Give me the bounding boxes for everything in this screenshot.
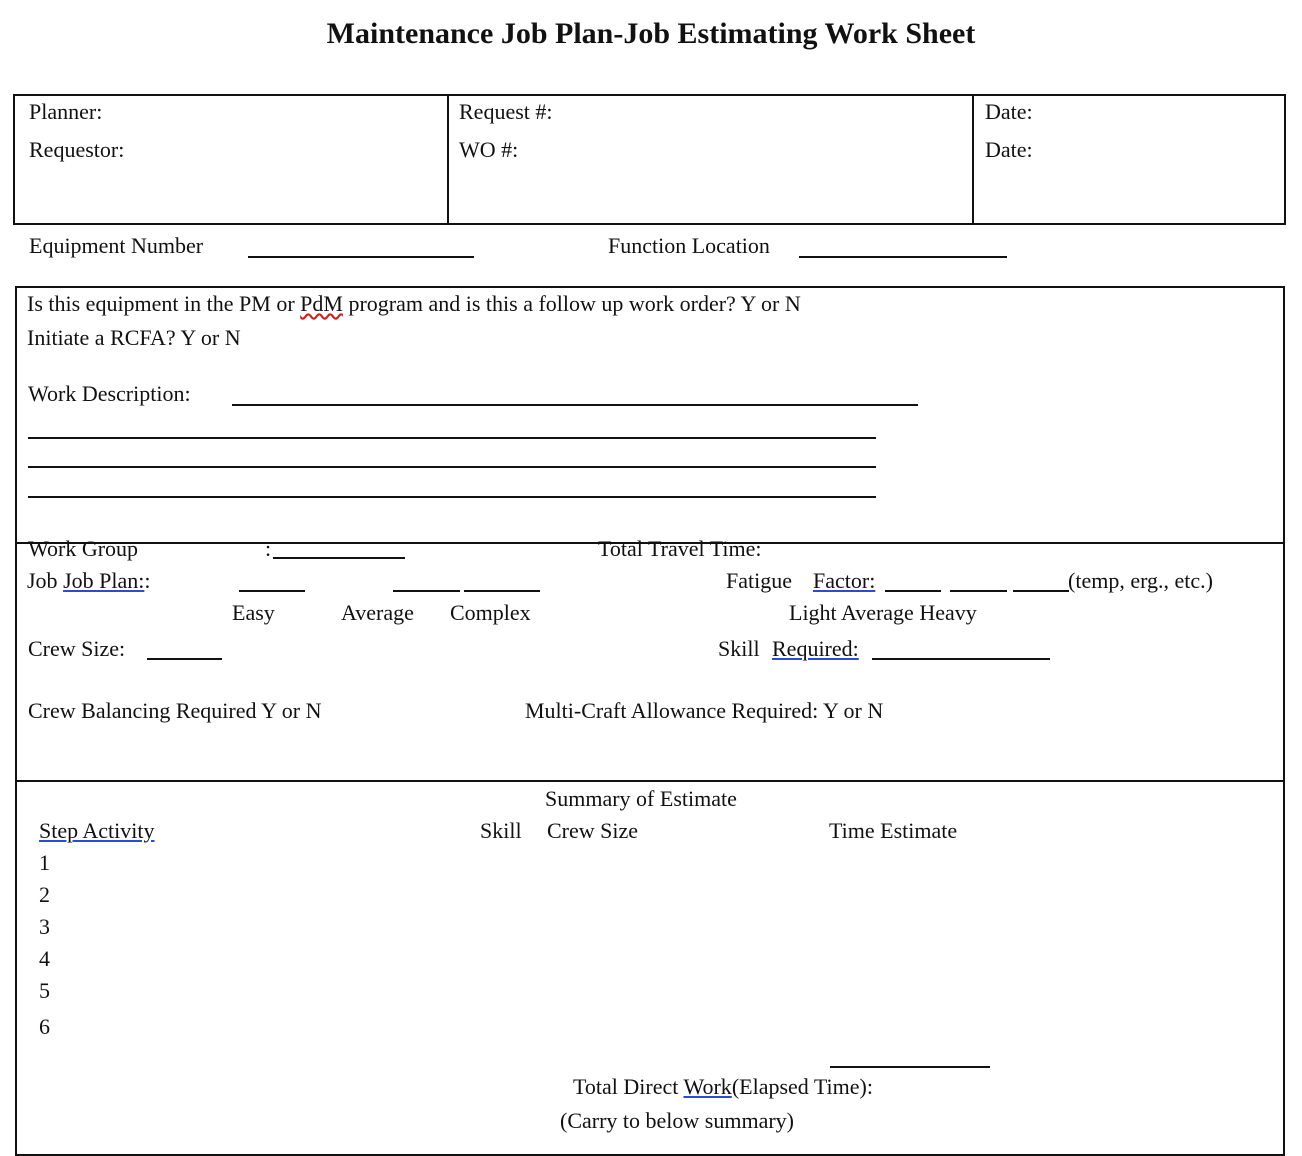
planner-label: Planner: <box>29 99 103 124</box>
pdm-word: PdM <box>300 291 343 316</box>
elapsed-time-text: (Elapsed Time): <box>731 1074 873 1099</box>
work-description-line-4[interactable] <box>28 496 876 498</box>
work-description-line-3[interactable] <box>28 466 876 468</box>
crew-size-label: Crew Size: <box>28 636 126 661</box>
complex-field[interactable] <box>464 590 540 592</box>
easy-field[interactable] <box>239 590 305 592</box>
skill-required-field[interactable] <box>872 658 1050 660</box>
step-number: 3 <box>39 914 50 939</box>
equipment-number-field[interactable] <box>248 256 474 258</box>
fatigue-label: Fatigue <box>726 568 792 593</box>
factor-label: Factor: <box>813 568 876 593</box>
pm-question-part1: Is this equipment in the PM or <box>27 291 301 316</box>
average-label: Average <box>341 600 414 625</box>
fatigue-levels: Light Average Heavy <box>789 600 977 625</box>
work-description-label: Work Description: <box>28 381 191 406</box>
crew-balancing-label: Crew Balancing Required Y or N <box>28 698 322 723</box>
total-direct-text: Total Direct <box>573 1074 684 1099</box>
easy-label: Easy <box>232 600 275 625</box>
fatigue-light-field[interactable] <box>885 590 941 592</box>
work-group-label: Work Group <box>28 536 139 561</box>
job-plan-label <box>27 568 150 594</box>
multi-craft-label: Multi-Craft Allowance Required: Y or N <box>525 698 884 723</box>
total-direct-work-field[interactable] <box>830 1066 990 1068</box>
fatigue-suffix: (temp, erg., etc.) <box>1068 568 1213 593</box>
pm-pdm-question <box>27 291 801 317</box>
requestor-label: Requestor: <box>29 137 125 162</box>
step-number: 4 <box>39 946 50 971</box>
average-field[interactable] <box>393 590 460 592</box>
step-number: 2 <box>39 882 50 907</box>
skill-header: Skill <box>480 818 522 843</box>
header-divider-1 <box>447 94 449 225</box>
function-location-field[interactable] <box>799 256 1007 258</box>
work-group-field[interactable] <box>273 557 405 559</box>
section-divider-2 <box>15 780 1285 782</box>
step-number: 5 <box>39 978 50 1003</box>
work-word: Work <box>683 1074 732 1099</box>
total-direct-work-label <box>573 1074 873 1100</box>
crew-size-field[interactable] <box>147 658 222 660</box>
time-estimate-header: Time Estimate <box>829 818 958 843</box>
step-number: 6 <box>39 1014 50 1039</box>
crew-size-header: Crew Size <box>547 818 639 843</box>
required-label: Required: <box>772 636 859 661</box>
header-box <box>13 94 1286 225</box>
date-label-1: Date: <box>985 99 1033 124</box>
date-label-2: Date: <box>985 137 1033 162</box>
summary-heading: Summary of Estimate <box>545 786 737 811</box>
total-travel-time-label: Total Travel Time: <box>598 536 762 561</box>
request-number-label: Request #: <box>459 99 553 124</box>
rcfa-question: Initiate a RCFA? Y or N <box>27 325 241 350</box>
work-description-line-2[interactable] <box>28 437 876 439</box>
job-text: Job <box>27 568 64 593</box>
wo-number-label: WO #: <box>459 137 519 162</box>
page-title: Maintenance Job Plan-Job Estimating Work Sheet <box>326 17 976 50</box>
step-number: 1 <box>39 850 50 875</box>
plan-word: Job Plan: <box>63 568 145 593</box>
equipment-number-label: Equipment Number <box>29 233 204 258</box>
fatigue-heavy-field[interactable] <box>1013 590 1069 592</box>
fatigue-average-field[interactable] <box>950 590 1007 592</box>
function-location-label: Function Location <box>608 233 770 258</box>
carry-note: (Carry to below summary) <box>560 1108 794 1133</box>
pm-question-part2: program and is this a follow up work order? Y or N <box>342 291 801 316</box>
skill-label: Skill <box>718 636 760 661</box>
work-description-line-1[interactable] <box>232 404 918 406</box>
step-activity-header: Step Activity <box>39 818 155 843</box>
job-plan-colon: : <box>144 568 151 593</box>
work-group-colon: : <box>265 536 272 561</box>
header-divider-2 <box>972 94 974 225</box>
complex-label: Complex <box>450 600 531 625</box>
